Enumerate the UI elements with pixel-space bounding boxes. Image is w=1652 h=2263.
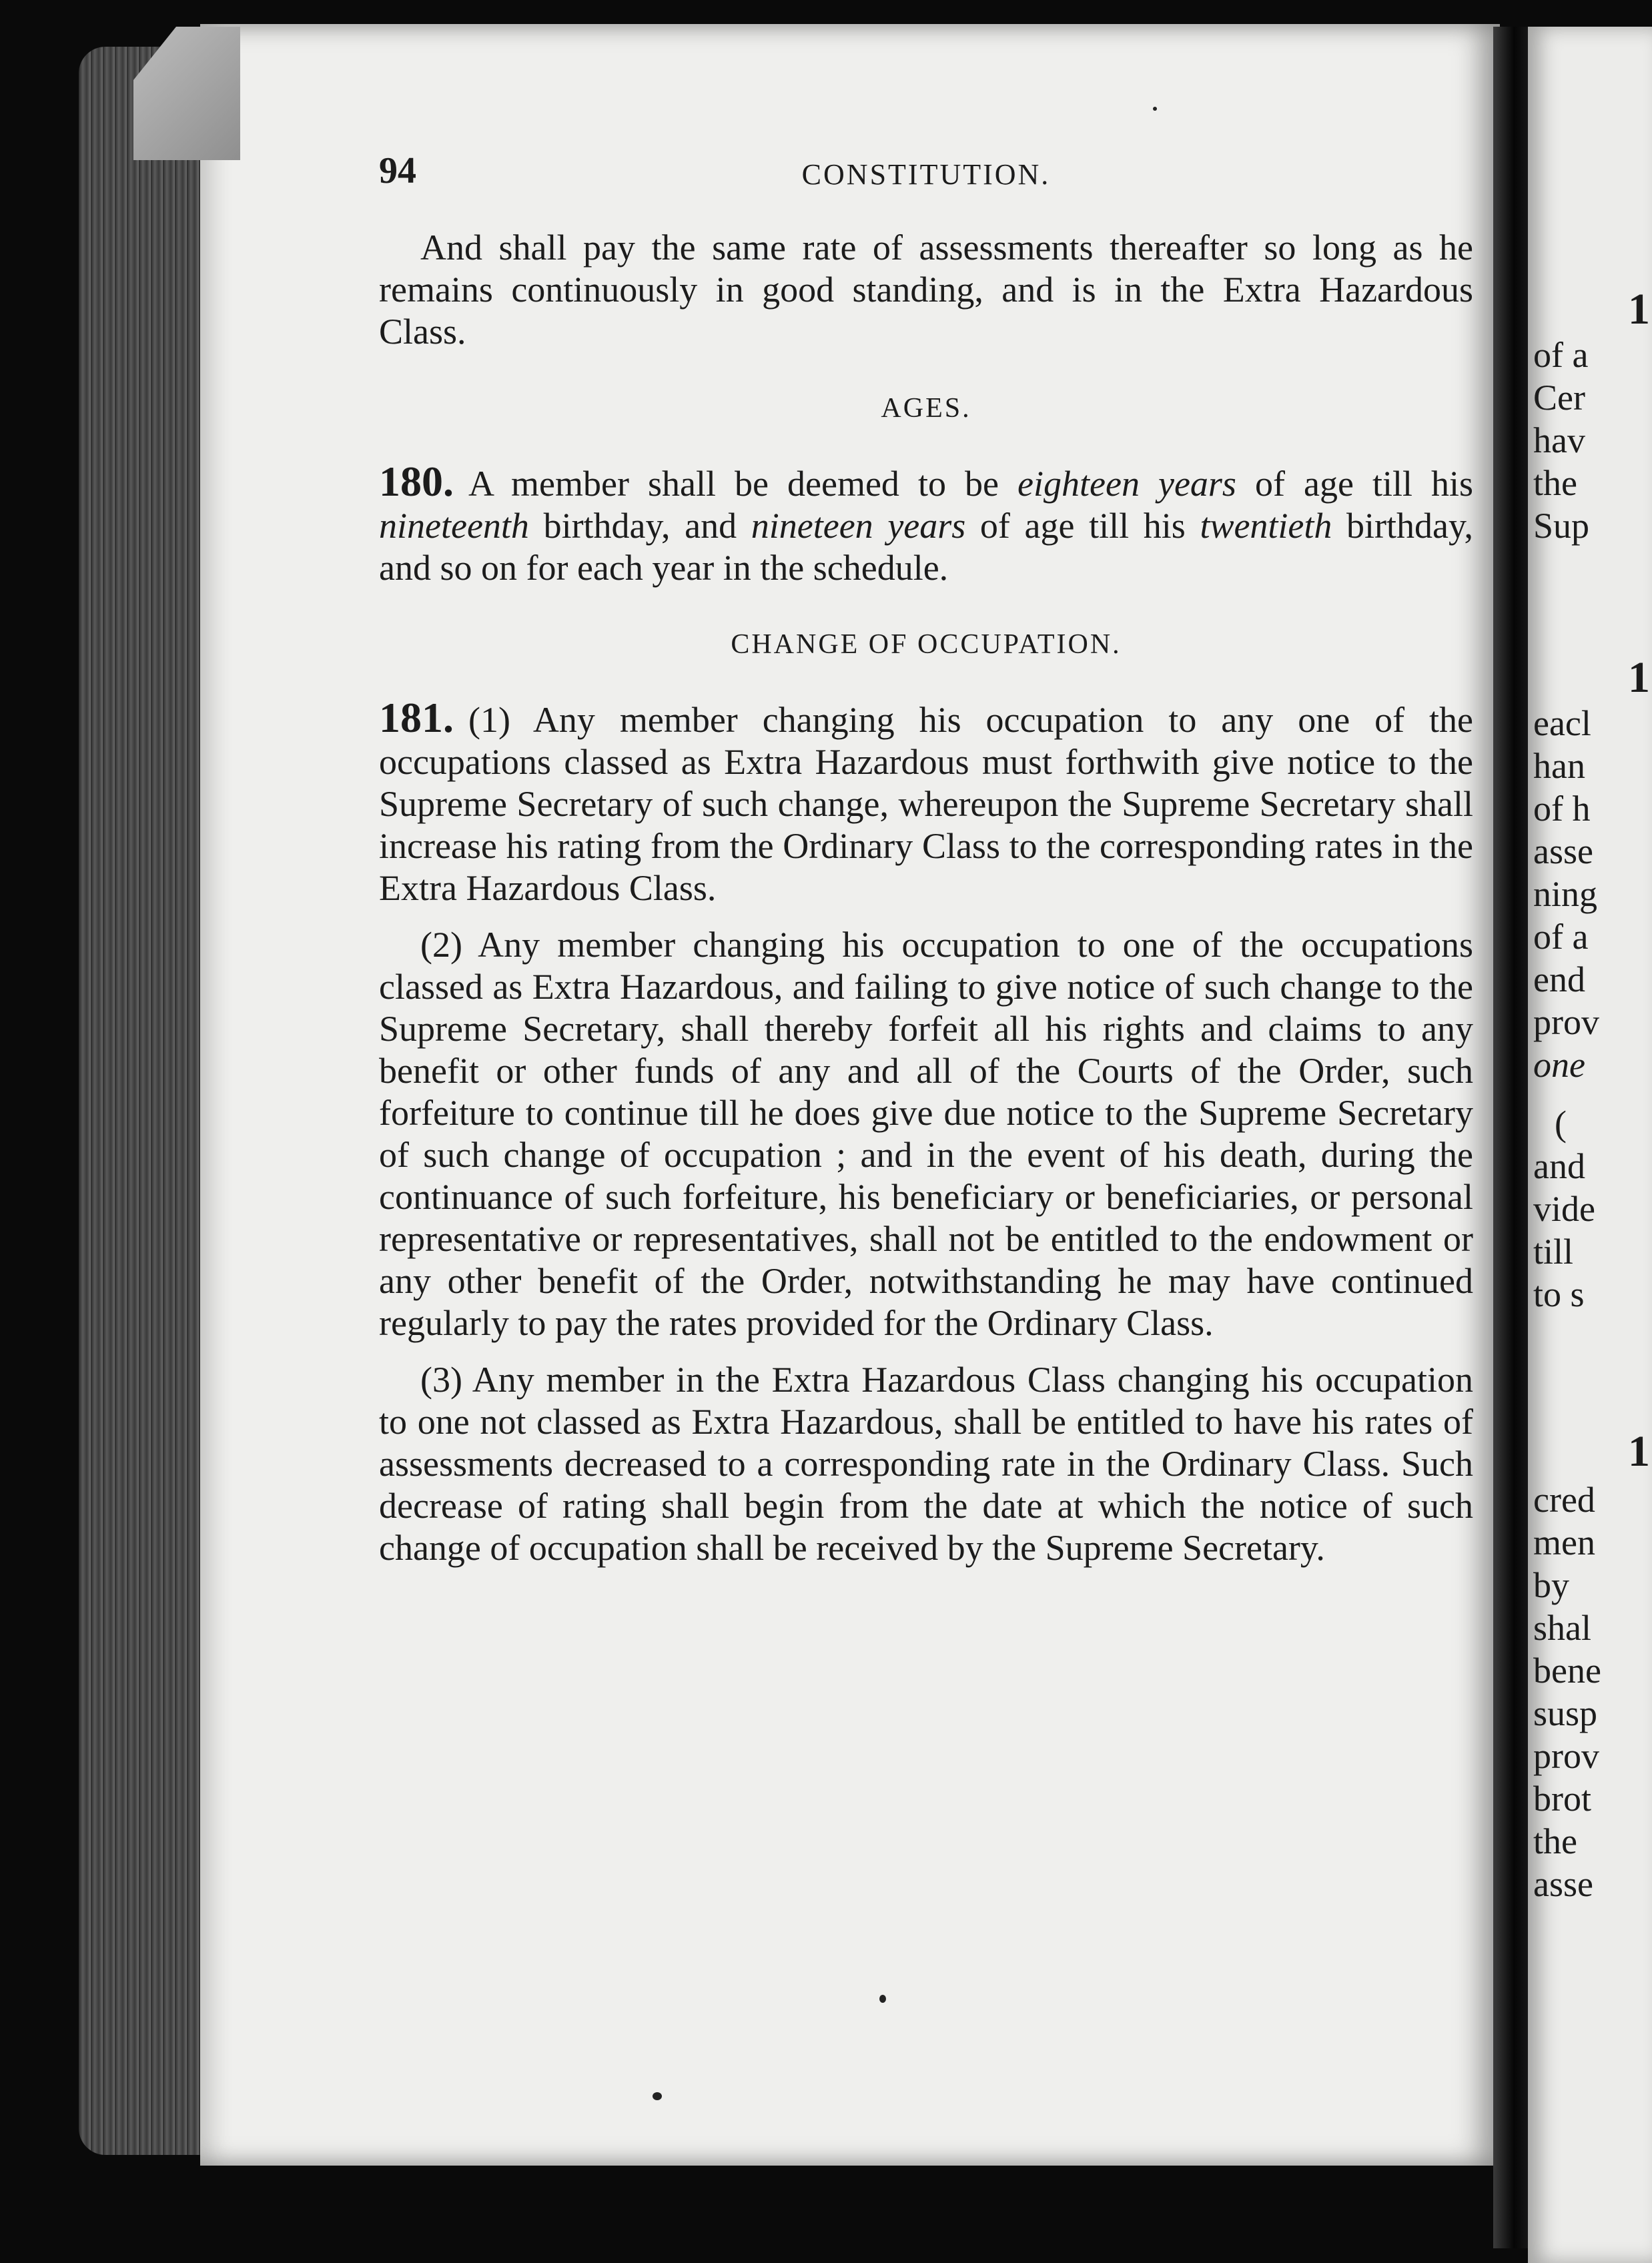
facing-page-fragment: 1: [1628, 285, 1650, 334]
section-181-paragraph-3: (3) Any member in the Extra Hazardous Class changing his occupation to one not classed as Extra Hazardous, shall be entitled to have his rates of assessments decreased to a corresponding rate in the Ordinary Class. Such decrease of rating shall begin from the date at which the notice of such change of occupation shall be received by the Supreme Secretary.: [379, 1360, 1473, 1568]
section-heading-change-of-occupation: CHANGE OF OCCUPATION.: [731, 629, 1122, 660]
section-text: of age till his: [979, 506, 1186, 546]
facing-page-fragment: men: [1533, 1522, 1595, 1562]
page-body: [379, 227, 1473, 1569]
running-title: CONSTITUTION.: [801, 158, 1051, 191]
section-text: birthday, and: [543, 506, 737, 546]
section-text: A member shall be deemed to be: [468, 464, 999, 504]
facing-page-fragment: end: [1533, 959, 1585, 999]
facing-page-fragment: vide: [1533, 1189, 1595, 1229]
italic-term: twentieth: [1200, 506, 1332, 546]
section-181-paragraph-2: (2) Any member changing his occupation to one of the occupations classed as Extra Hazardous, and failing to give notice of such change to the Supreme Secretary, shall thereby forfeit all his rights and claims to any benefit or other funds of any and all of the Courts of the Order, such forfeiture to continue till he does give due notice to the Supreme Secretary of such change of occupation ; and in the event of his death, during the continuance of such forfeiture, his beneficiary or beneficiaries, or personal representative or representatives, shall not be entitled to the endowment or any other benefit of the Order, notwithstanding he may have continued regularly to pay the rates provided for the Ordinary Class.: [379, 925, 1473, 1343]
section-heading-ages: AGES.: [881, 393, 971, 424]
facing-page-fragment: prov: [1533, 1002, 1599, 1042]
section-181-paragraph-1: [379, 694, 1473, 909]
facing-page-fragment: brot: [1533, 1779, 1591, 1819]
facing-page-fragment: till: [1533, 1232, 1574, 1272]
facing-page-fragment: susp: [1533, 1693, 1598, 1733]
print-speck: [1153, 107, 1157, 111]
section-text: (1) Any member changing his occupation to any one of the occupations classed as Extra Hazardous must forthwith give notice to the Supreme Secretary of such change, whereupon the Supreme Secretary shall increase his rating from the Ordinary Class to the corresponding rates in the Extra Hazardous Class.: [379, 700, 1473, 908]
facing-page-fragment: and: [1533, 1146, 1585, 1186]
section-text: birthday, and so on for each year in the schedule.: [379, 506, 1473, 588]
facing-page: [1528, 27, 1652, 2263]
facing-page-fragment: to s: [1533, 1274, 1585, 1314]
facing-page-fragment: hav: [1533, 420, 1585, 460]
print-speck: [653, 2092, 662, 2100]
page-header: [379, 149, 1473, 203]
italic-term: nineteen years: [751, 506, 966, 546]
italic-term: nineteenth: [379, 506, 529, 546]
book-gutter: [1493, 27, 1528, 2248]
facing-page-fragment: han: [1533, 746, 1585, 786]
section-number: 180.: [379, 458, 454, 505]
facing-page-fragment: 1: [1628, 653, 1650, 702]
facing-page-fragment: cred: [1533, 1480, 1595, 1520]
facing-page-fragment: of a: [1533, 917, 1589, 957]
facing-page-fragment: one: [1533, 1045, 1585, 1085]
facing-page-fragment: the: [1533, 463, 1577, 503]
facing-page-fragment: prov: [1533, 1736, 1599, 1776]
section-number: 181.: [379, 694, 454, 741]
facing-page-fragment: ning: [1533, 874, 1598, 914]
italic-term: eighteen years: [1017, 464, 1236, 504]
section-180-paragraph: [379, 460, 1473, 589]
facing-page-fragment: (: [1555, 1103, 1567, 1144]
facing-page-fragment: of h: [1533, 789, 1591, 829]
facing-page-fragment: of a: [1533, 335, 1589, 375]
facing-page-fragment: the: [1533, 1821, 1577, 1861]
print-speck: [879, 1995, 886, 2003]
facing-page-fragment: asse: [1533, 1864, 1593, 1904]
facing-page-fragment: bene: [1533, 1651, 1601, 1691]
facing-page-fragment: Cer: [1533, 378, 1585, 418]
facing-page-fragment: 1: [1628, 1427, 1650, 1476]
facing-page-fragment: shal: [1533, 1608, 1591, 1648]
facing-page-fragment: by: [1533, 1565, 1569, 1605]
page-number: 94: [379, 150, 416, 191]
section-text: of age till his: [1255, 464, 1474, 504]
facing-page-fragment: Sup: [1533, 506, 1590, 546]
facing-page-fragment: eacl: [1533, 703, 1591, 743]
continuation-paragraph: And shall pay the same rate of assessments thereafter so long as he remains continuously in good standing, and is in the Extra Hazardous Class.: [379, 228, 1473, 352]
facing-page-fragment: asse: [1533, 831, 1593, 871]
